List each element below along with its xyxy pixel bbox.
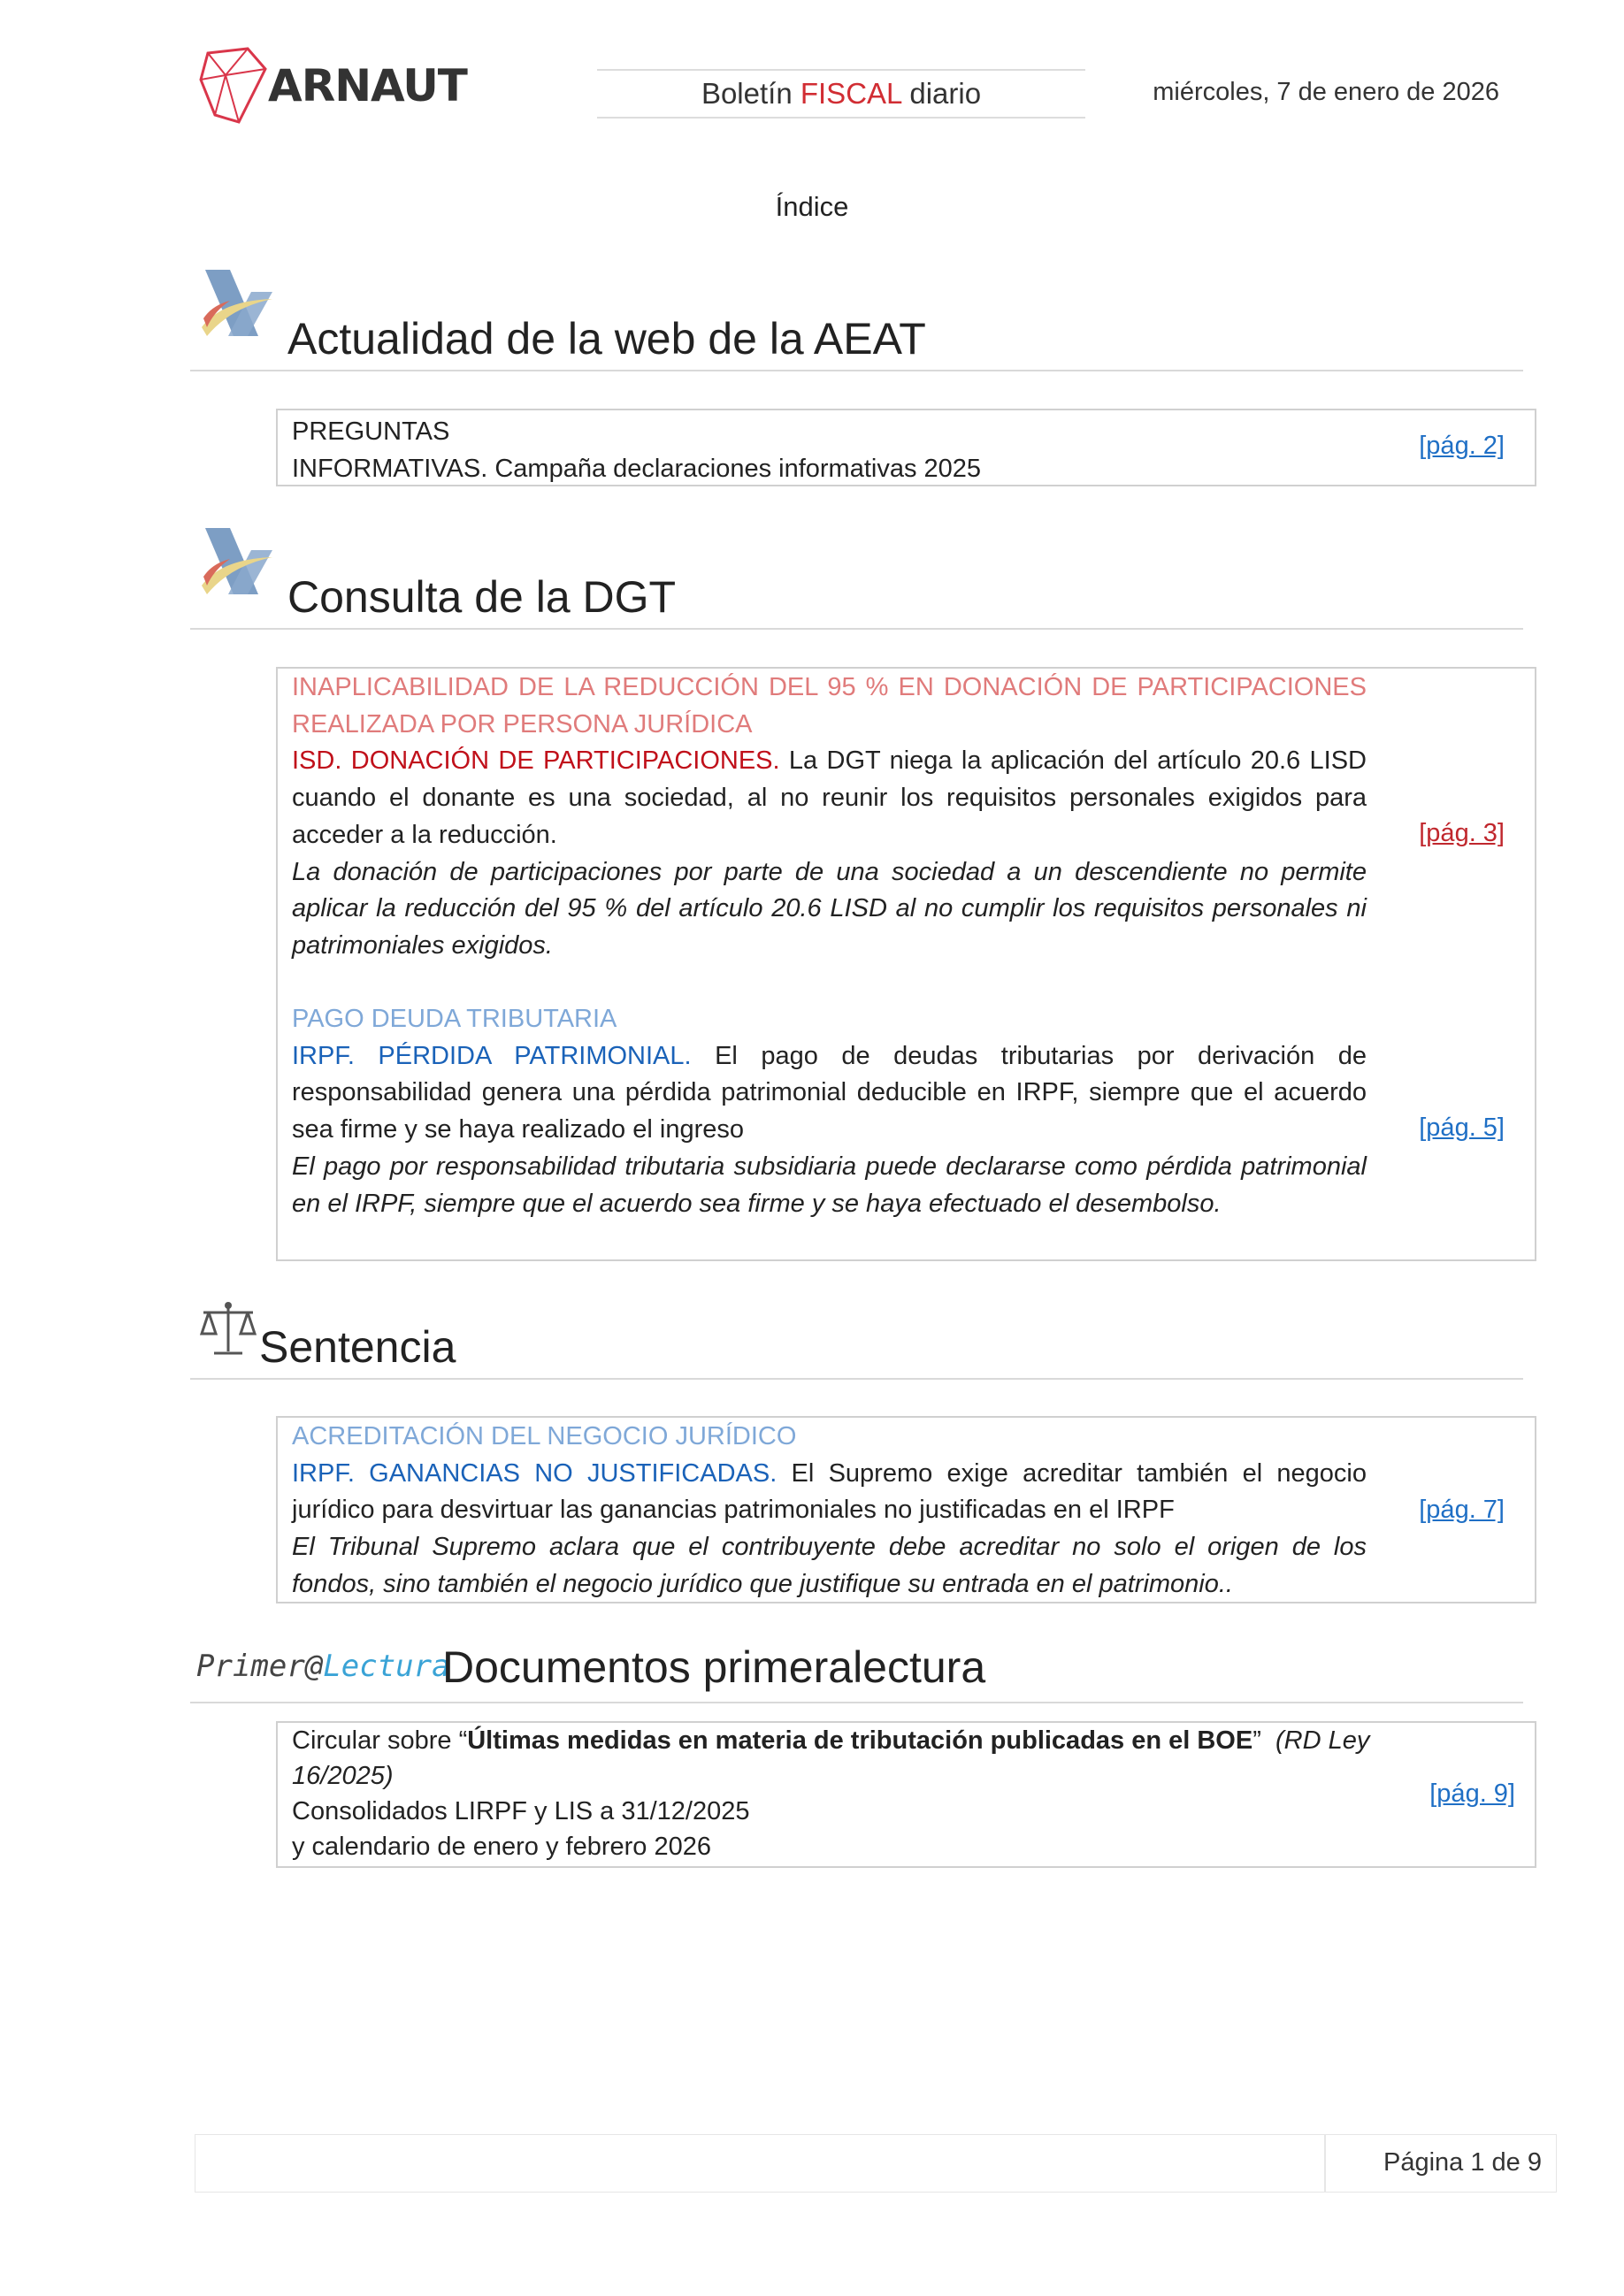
index-title: Índice [775, 191, 849, 222]
item-kicker: PAGO DEUDA TRIBUTARIA [292, 1005, 617, 1033]
item-kicker: INAPLICABILIDAD DE LA REDUCCIÓN DEL 95 % EN DONACIÓN DE PARTICIPACIONES REALIZADA POR PERSONA JURÍDICA [292, 673, 1367, 739]
item-text: Campaña declaraciones informativas 2025 [487, 454, 982, 483]
item-note: (RD Ley 16/2025) [292, 1726, 1370, 1790]
section-title-aeat: Actualidad de la web de la AEAT [287, 314, 926, 364]
bulletin-suffix: diario [901, 77, 982, 110]
item-kicker: ACREDITACIÓN DEL NEGOCIO JURÍDICO [292, 1422, 797, 1450]
section-title-sentencia: Sentencia [259, 1322, 456, 1372]
bulletin-title [597, 69, 1085, 119]
item-line: PREGUNTAS [292, 417, 450, 446]
page-number: Página 1 de 9 [1383, 2148, 1542, 2177]
scales-icon [198, 1300, 258, 1358]
arnaut-logo [199, 44, 467, 128]
section-rule [190, 1702, 1523, 1703]
item-summary: El pago por responsabilidad tributaria subsidiaria puede declararse como pérdida patrimonial en el IRPF, siempre que el acuerdo sea firme y se haya efectuado el desembolso. [292, 1152, 1367, 1218]
section-title-dgt: Consulta de la DGT [287, 572, 677, 622]
arnaut-gem-icon [199, 44, 268, 128]
item-text: El pago de deudas tributarias por derivación de responsabilidad genera una pérdida patrimonial deducible en IRPF, siempre que el acuerdo sea firme y se haya realizado el ingreso [292, 1041, 1367, 1144]
header-date: miércoles, 7 de enero de 2026 [1153, 78, 1499, 106]
aeat-logo-icon [195, 265, 283, 347]
item-text: El Supremo exige acreditar también el negocio jurídico para desvirtuar las ganancias patrimoniales no justificadas en el IRPF [292, 1458, 1367, 1525]
aeat-logo-icon [195, 524, 283, 605]
index-item-primeralectura [276, 1721, 1536, 1868]
bulletin-highlight: FISCAL [800, 77, 902, 110]
logo-part2: Lectura [323, 1649, 450, 1684]
quote-open: “ [458, 1726, 468, 1755]
logo-part1: Primer@ [196, 1649, 324, 1684]
section-rule [190, 628, 1523, 630]
page-link[interactable]: [pág. 3] [1419, 819, 1505, 847]
page-link[interactable]: [pág. 7] [1419, 1496, 1505, 1524]
item-lead: IRPF. GANANCIAS NO JUSTIFICADAS. [292, 1458, 778, 1488]
item-lead: ISD. DONACIÓN DE PARTICIPACIONES. [292, 746, 780, 776]
footer-divider [1324, 2135, 1326, 2192]
item-strong: Últimas medidas en materia de tributación publicadas en el BOE [467, 1726, 1253, 1755]
item-text: La DGT niega la aplicación del artículo 20.6 LISD cuando el donante es una sociedad, al no reunir los requisitos personales exigidos para acceder a la reducción. [292, 746, 1367, 849]
page-footer [195, 2134, 1557, 2193]
item-prefix: Circular sobre [292, 1726, 459, 1755]
page-link[interactable]: [pág. 2] [1419, 432, 1505, 460]
item-summary: El Tribunal Supremo aclara que el contribuyente debe acreditar no solo el origen de los fondos, sino también el negocio jurídico que justifique su entrada en el patrimonio.. [292, 1533, 1367, 1598]
section-rule [190, 370, 1523, 371]
index-item-aeat [276, 409, 1536, 486]
logo-text: ARNAUT [268, 60, 467, 111]
page-link[interactable]: [pág. 5] [1419, 1114, 1505, 1142]
section-title-primeralectura: Documentos primeralectura [442, 1642, 986, 1692]
page-link[interactable]: [pág. 9] [1429, 1779, 1515, 1808]
section-rule [190, 1378, 1523, 1380]
primeralectura-logo [196, 1649, 450, 1684]
item-line: Consolidados LIRPF y LIS a 31/12/2025 [292, 1797, 750, 1825]
index-item-sentencia [276, 1416, 1536, 1603]
item-lead: IRPF. PÉRDIDA PATRIMONIAL. [292, 1041, 692, 1070]
quote-close: ” [1252, 1726, 1261, 1755]
index-item-dgt [276, 667, 1536, 1261]
item-lead: INFORMATIVAS. [292, 454, 488, 483]
bulletin-prefix: Boletín [701, 77, 801, 110]
item-line: y calendario de enero y febrero 2026 [292, 1833, 711, 1861]
item-summary: La donación de participaciones por parte de una sociedad a un descendiente no permite aplicar la reducción del 95 % del artículo 20.6 LISD al no cumplir los requisitos personales ni patrimoniales exigidos. [292, 857, 1367, 960]
